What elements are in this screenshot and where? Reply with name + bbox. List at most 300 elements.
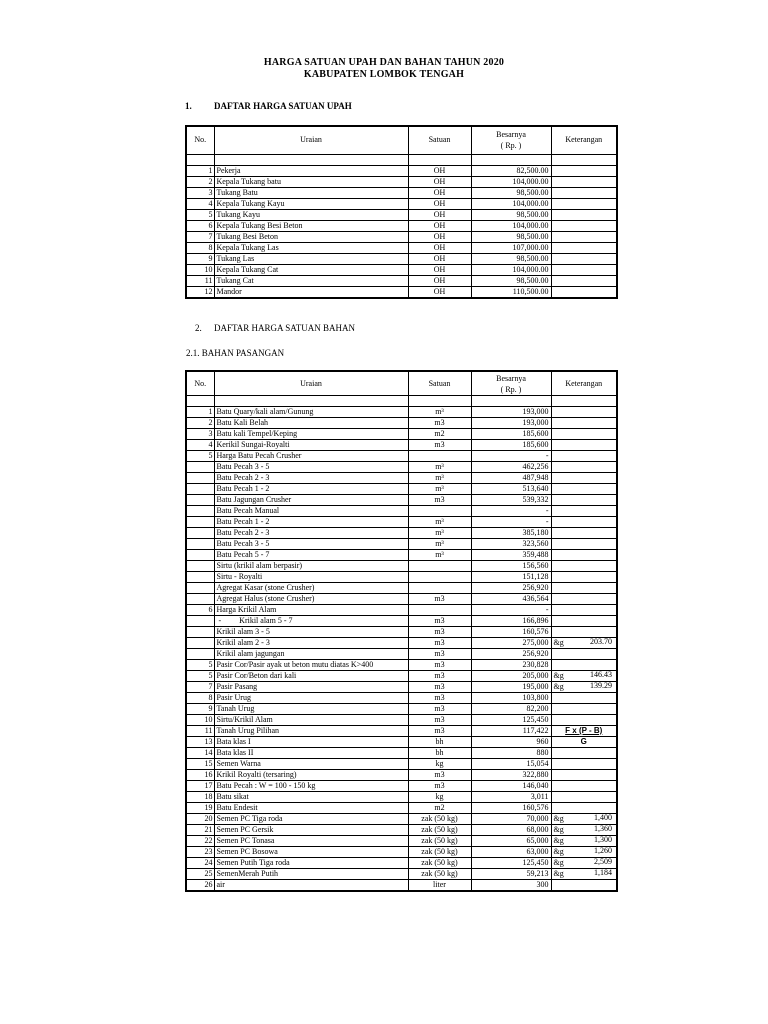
row-number xyxy=(186,550,214,561)
section-2-1-title: 2.1. BAHAN PASANGAN xyxy=(186,348,285,358)
table-row xyxy=(186,880,617,892)
row-uraian: Batu kali Tempel/Keping xyxy=(214,429,408,440)
row-number: 15 xyxy=(186,759,214,770)
row-harga: 487,948 xyxy=(471,473,551,484)
row-satuan xyxy=(408,396,471,407)
row-keterangan xyxy=(551,781,617,792)
table-row xyxy=(186,407,617,418)
row-satuan: zak (50 kg) xyxy=(408,814,471,825)
row-number: 5 xyxy=(186,660,214,671)
row-satuan: m3 xyxy=(408,638,471,649)
row-number: 5 xyxy=(186,209,214,220)
table-row xyxy=(186,847,617,858)
table-row xyxy=(186,242,617,253)
formula-denominator: G xyxy=(580,737,587,746)
row-keterangan xyxy=(551,561,617,572)
table-row xyxy=(186,627,617,638)
row-uraian: Semen PC Tiga roda xyxy=(214,814,408,825)
row-harga: - xyxy=(471,517,551,528)
row-number: 12 xyxy=(186,286,214,298)
header-no: No. xyxy=(186,371,214,396)
table-row xyxy=(186,825,617,836)
header-besarnya xyxy=(471,126,551,154)
row-harga: 15,054 xyxy=(471,759,551,770)
row-uraian: Semen PC Bosowa xyxy=(214,847,408,858)
table-row xyxy=(186,638,617,649)
row-harga: 104,000.00 xyxy=(471,198,551,209)
row-harga: - xyxy=(471,506,551,517)
row-number: 3 xyxy=(186,187,214,198)
row-number: 10 xyxy=(186,715,214,726)
row-harga: 70,000 xyxy=(471,814,551,825)
table-row xyxy=(186,275,617,286)
row-uraian: Batu Pecah 5 - 7 xyxy=(214,550,408,561)
row-harga: 323,560 xyxy=(471,539,551,550)
row-satuan: zak (50 kg) xyxy=(408,858,471,869)
row-keterangan xyxy=(551,253,617,264)
row-keterangan xyxy=(551,803,617,814)
row-harga: 125,450 xyxy=(471,715,551,726)
table-row xyxy=(186,165,617,176)
table-row xyxy=(186,550,617,561)
row-uraian: Semen Warna xyxy=(214,759,408,770)
table-row xyxy=(186,572,617,583)
row-keterangan xyxy=(551,242,617,253)
row-number: 14 xyxy=(186,748,214,759)
row-number xyxy=(186,649,214,660)
row-keterangan xyxy=(551,759,617,770)
row-harga: 160,576 xyxy=(471,627,551,638)
keterangan-value: 1,300 xyxy=(594,835,612,844)
row-keterangan xyxy=(551,451,617,462)
row-number: 24 xyxy=(186,858,214,869)
header-besarnya-label: Besarnya xyxy=(496,373,526,383)
table-row xyxy=(186,583,617,594)
header-besarnya-label: Besarnya xyxy=(496,130,526,140)
row-keterangan xyxy=(551,473,617,484)
row-number: 9 xyxy=(186,253,214,264)
row-number xyxy=(186,506,214,517)
row-uraian: Harga Krikil Alam xyxy=(214,605,408,616)
table-row xyxy=(186,737,617,748)
row-satuan xyxy=(408,583,471,594)
row-satuan: kg xyxy=(408,759,471,770)
keterangan-value: 1,360 xyxy=(594,824,612,833)
row-number: 11 xyxy=(186,726,214,737)
row-keterangan xyxy=(551,209,617,220)
row-harga: 59,213 xyxy=(471,869,551,880)
row-uraian: Batu Pecah 3 - 5 xyxy=(214,539,408,550)
row-uraian: Kepala Tukang Besi Beton xyxy=(214,220,408,231)
row-number: 2 xyxy=(186,176,214,187)
row-harga: 960 xyxy=(471,737,551,748)
row-uraian: Semen PC Gersik xyxy=(214,825,408,836)
row-uraian: SemenMerah Putih xyxy=(214,869,408,880)
row-harga: 68,000 xyxy=(471,825,551,836)
row-number: 23 xyxy=(186,847,214,858)
row-keterangan xyxy=(551,605,617,616)
row-number: 3 xyxy=(186,429,214,440)
table-row xyxy=(186,759,617,770)
row-harga: 104,000.00 xyxy=(471,264,551,275)
row-harga: 193,000 xyxy=(471,418,551,429)
row-number: 20 xyxy=(186,814,214,825)
table-row xyxy=(186,286,617,298)
table-row xyxy=(186,704,617,715)
row-keterangan xyxy=(551,198,617,209)
row-number xyxy=(186,616,214,627)
section-2-title: DAFTAR HARGA SATUAN BAHAN xyxy=(214,323,356,333)
row-number: 16 xyxy=(186,770,214,781)
row-uraian: Bata klas II xyxy=(214,748,408,759)
row-keterangan xyxy=(551,616,617,627)
row-satuan: m3 xyxy=(408,418,471,429)
row-harga: 3,011 xyxy=(471,792,551,803)
row-satuan: m3 xyxy=(408,704,471,715)
keterangan-unit: &g xyxy=(553,638,564,647)
row-uraian: Tukang Cat xyxy=(214,275,408,286)
row-satuan: OH xyxy=(408,209,471,220)
row-harga: 63,000 xyxy=(471,847,551,858)
row-number xyxy=(186,528,214,539)
row-uraian: Tanah Urug Pilihan xyxy=(214,726,408,737)
row-uraian: Tanah Urug xyxy=(214,704,408,715)
row-harga: 117,422 xyxy=(471,726,551,737)
row-keterangan xyxy=(551,682,617,693)
row-satuan: m3 xyxy=(408,770,471,781)
row-keterangan xyxy=(551,528,617,539)
row-number: 6 xyxy=(186,605,214,616)
table-row xyxy=(186,176,617,187)
row-harga: 185,600 xyxy=(471,440,551,451)
row-harga: 107,000.00 xyxy=(471,242,551,253)
table-row xyxy=(186,770,617,781)
row-harga: 385,180 xyxy=(471,528,551,539)
row-satuan: m3 xyxy=(408,726,471,737)
row-keterangan xyxy=(551,825,617,836)
table-row xyxy=(186,429,617,440)
row-keterangan xyxy=(551,836,617,847)
header-uraian: Uraian xyxy=(214,126,408,154)
row-uraian: Agregat Kasar (stone Crusher) xyxy=(214,583,408,594)
table-row xyxy=(186,528,617,539)
row-satuan: m3 xyxy=(408,649,471,660)
table-row xyxy=(186,484,617,495)
row-number: 4 xyxy=(186,198,214,209)
row-keterangan xyxy=(551,726,617,737)
row-number: 4 xyxy=(186,440,214,451)
row-number: 1 xyxy=(186,407,214,418)
row-uraian: Pekerja xyxy=(214,165,408,176)
row-harga: 256,920 xyxy=(471,649,551,660)
formula-numerator: F x (P - B) xyxy=(565,726,603,735)
row-keterangan xyxy=(551,506,617,517)
header-satuan: Satuan xyxy=(408,371,471,396)
row-harga: 98,500.00 xyxy=(471,209,551,220)
row-number: 21 xyxy=(186,825,214,836)
row-harga: 65,000 xyxy=(471,836,551,847)
row-harga: 98,500.00 xyxy=(471,187,551,198)
table-row xyxy=(186,649,617,660)
header-keterangan: Keterangan xyxy=(551,126,617,154)
row-satuan: OH xyxy=(408,198,471,209)
row-satuan: m3 xyxy=(408,660,471,671)
table-row xyxy=(186,616,617,627)
row-satuan xyxy=(408,572,471,583)
row-harga: 98,500.00 xyxy=(471,231,551,242)
header-uraian: Uraian xyxy=(214,371,408,396)
row-harga: 539,332 xyxy=(471,495,551,506)
header-besarnya-unit: ( Rp. ) xyxy=(500,141,522,151)
row-uraian: Batu Pecah 2 - 3 xyxy=(214,528,408,539)
row-satuan: OH xyxy=(408,242,471,253)
row-satuan: m3 xyxy=(408,594,471,605)
row-keterangan xyxy=(551,715,617,726)
row-harga xyxy=(471,396,551,407)
row-satuan: OH xyxy=(408,253,471,264)
row-uraian: Batu Pecah 2 - 3 xyxy=(214,473,408,484)
row-uraian: Krikil alam jagungan xyxy=(214,649,408,660)
row-keterangan xyxy=(551,814,617,825)
keterangan-unit: &g xyxy=(553,836,564,845)
row-harga: 256,920 xyxy=(471,583,551,594)
row-keterangan xyxy=(551,407,617,418)
section-1-number: 1. xyxy=(185,101,192,111)
row-uraian: Tukang Besi Beton xyxy=(214,231,408,242)
row-satuan: bh xyxy=(408,737,471,748)
table-row xyxy=(186,561,617,572)
row-uraian: Pasir Cor/Beton dari kali xyxy=(214,671,408,682)
row-satuan: m3 xyxy=(408,781,471,792)
row-harga: 359,488 xyxy=(471,550,551,561)
table-row xyxy=(186,814,617,825)
keterangan-unit: &g xyxy=(553,814,564,823)
row-keterangan xyxy=(551,418,617,429)
table-row xyxy=(186,682,617,693)
table-row xyxy=(186,418,617,429)
row-keterangan xyxy=(551,583,617,594)
row-harga: 98,500.00 xyxy=(471,275,551,286)
upah-table xyxy=(185,125,618,299)
row-keterangan xyxy=(551,671,617,682)
row-uraian: Batu Pecah 3 - 5 xyxy=(214,462,408,473)
row-harga: 193,000 xyxy=(471,407,551,418)
table-row xyxy=(186,726,617,737)
row-keterangan xyxy=(551,858,617,869)
row-number: 17 xyxy=(186,781,214,792)
row-keterangan xyxy=(551,176,617,187)
row-harga: 166,896 xyxy=(471,616,551,627)
row-harga: 185,600 xyxy=(471,429,551,440)
row-number xyxy=(186,561,214,572)
row-harga: 513,640 xyxy=(471,484,551,495)
row-satuan: m³ xyxy=(408,462,471,473)
row-number: 2 xyxy=(186,418,214,429)
row-harga: 300 xyxy=(471,880,551,892)
row-uraian: Tukang Las xyxy=(214,253,408,264)
row-satuan: zak (50 kg) xyxy=(408,825,471,836)
table-row xyxy=(186,209,617,220)
row-number xyxy=(186,484,214,495)
row-number: 11 xyxy=(186,275,214,286)
row-number: 9 xyxy=(186,704,214,715)
section-2-number: 2. xyxy=(195,323,202,333)
row-satuan xyxy=(408,451,471,462)
keterangan-value: 2,509 xyxy=(594,857,612,866)
row-uraian: Batu Pecah 1 - 2 xyxy=(214,517,408,528)
header-besarnya-unit: ( Rp. ) xyxy=(500,384,522,394)
row-satuan: OH xyxy=(408,286,471,298)
row-uraian: Harga Batu Pecah Crusher xyxy=(214,451,408,462)
table-row xyxy=(186,462,617,473)
table-row xyxy=(186,836,617,847)
keterangan-value: 139.29 xyxy=(590,681,612,690)
row-satuan: OH xyxy=(408,176,471,187)
row-satuan: m³ xyxy=(408,473,471,484)
row-harga: 880 xyxy=(471,748,551,759)
row-satuan: zak (50 kg) xyxy=(408,869,471,880)
row-number xyxy=(186,396,214,407)
row-keterangan xyxy=(551,220,617,231)
row-satuan: OH xyxy=(408,165,471,176)
row-keterangan xyxy=(551,704,617,715)
row-uraian: Kepala Tukang Las xyxy=(214,242,408,253)
row-keterangan xyxy=(551,847,617,858)
row-number: 25 xyxy=(186,869,214,880)
row-number: 7 xyxy=(186,231,214,242)
table-row xyxy=(186,594,617,605)
row-uraian: Batu Quary/kali alam/Gunung xyxy=(214,407,408,418)
row-uraian: Mandor xyxy=(214,286,408,298)
row-satuan: OH xyxy=(408,264,471,275)
row-satuan: m3 xyxy=(408,495,471,506)
row-number: 26 xyxy=(186,880,214,892)
row-satuan: m3 xyxy=(408,682,471,693)
row-harga: 146,040 xyxy=(471,781,551,792)
row-keterangan xyxy=(551,594,617,605)
table-row xyxy=(186,693,617,704)
keterangan-unit: &g xyxy=(553,869,564,878)
row-number: 18 xyxy=(186,792,214,803)
row-keterangan xyxy=(551,165,617,176)
row-uraian-dash: - xyxy=(218,616,222,625)
row-keterangan xyxy=(551,231,617,242)
row-satuan: liter xyxy=(408,880,471,892)
row-keterangan xyxy=(551,462,617,473)
row-uraian: Pasir Cor/Pasir ayak ut beton mutu diatas K>400 xyxy=(214,660,408,671)
table-row xyxy=(186,506,617,517)
row-harga: 103,800 xyxy=(471,693,551,704)
row-number xyxy=(186,638,214,649)
row-uraian: Semen Putih Tiga roda xyxy=(214,858,408,869)
bahan-table xyxy=(185,370,618,892)
row-keterangan xyxy=(551,264,617,275)
header-satuan: Satuan xyxy=(408,126,471,154)
row-uraian: Batu Endesit xyxy=(214,803,408,814)
row-harga: 322,880 xyxy=(471,770,551,781)
row-keterangan xyxy=(551,286,617,298)
row-keterangan xyxy=(551,660,617,671)
row-keterangan xyxy=(551,638,617,649)
section-1-title: DAFTAR HARGA SATUAN UPAH xyxy=(214,101,352,111)
table-row xyxy=(186,264,617,275)
row-satuan: m³ xyxy=(408,517,471,528)
row-number xyxy=(186,594,214,605)
table-row xyxy=(186,781,617,792)
table-row xyxy=(186,803,617,814)
keterangan-unit: &g xyxy=(553,671,564,680)
header-besarnya xyxy=(471,371,551,396)
row-harga: 82,500.00 xyxy=(471,165,551,176)
keterangan-value: 146.43 xyxy=(590,670,612,679)
header-no: No. xyxy=(186,126,214,154)
row-keterangan xyxy=(551,770,617,781)
row-harga: 82,200 xyxy=(471,704,551,715)
row-satuan: m3 xyxy=(408,671,471,682)
row-uraian: Batu Pecah 1 - 2 xyxy=(214,484,408,495)
row-keterangan xyxy=(551,539,617,550)
row-number: 7 xyxy=(186,682,214,693)
row-satuan: m³ xyxy=(408,528,471,539)
row-uraian: Kepala Tukang batu xyxy=(214,176,408,187)
row-satuan: m2 xyxy=(408,429,471,440)
keterangan-value: 1,184 xyxy=(594,868,612,877)
row-satuan: m3 xyxy=(408,693,471,704)
keterangan-unit: &g xyxy=(553,847,564,856)
keterangan-value: 203.70 xyxy=(590,637,612,646)
row-harga: 125,450 xyxy=(471,858,551,869)
row-number: 1 xyxy=(186,165,214,176)
row-satuan: m3 xyxy=(408,715,471,726)
table-row-spacer xyxy=(186,154,617,165)
row-satuan: m³ xyxy=(408,484,471,495)
row-keterangan xyxy=(551,517,617,528)
row-satuan xyxy=(408,605,471,616)
row-number xyxy=(186,627,214,638)
row-keterangan xyxy=(551,429,617,440)
table-row xyxy=(186,231,617,242)
table-row xyxy=(186,748,617,759)
row-number: 8 xyxy=(186,693,214,704)
table-row xyxy=(186,517,617,528)
row-harga: 104,000.00 xyxy=(471,176,551,187)
row-satuan: zak (50 kg) xyxy=(408,836,471,847)
table-row xyxy=(186,220,617,231)
row-uraian xyxy=(214,616,408,627)
row-keterangan xyxy=(551,869,617,880)
row-harga: 156,560 xyxy=(471,561,551,572)
row-uraian xyxy=(214,396,408,407)
row-number xyxy=(186,583,214,594)
row-satuan: bh xyxy=(408,748,471,759)
row-satuan: m³ xyxy=(408,550,471,561)
row-uraian: Pasir Urug xyxy=(214,693,408,704)
row-number: 22 xyxy=(186,836,214,847)
row-keterangan xyxy=(551,275,617,286)
row-uraian: Batu Pecah Manual xyxy=(214,506,408,517)
row-number: 10 xyxy=(186,264,214,275)
table-row xyxy=(186,869,617,880)
row-uraian: Pasir Pasang xyxy=(214,682,408,693)
row-uraian: Batu Pecah : W = 100 - 150 kg xyxy=(214,781,408,792)
row-satuan: m3 xyxy=(408,440,471,451)
row-uraian: air xyxy=(214,880,408,892)
row-harga: 160,576 xyxy=(471,803,551,814)
keterangan-value: 1,400 xyxy=(594,813,612,822)
row-keterangan xyxy=(551,737,617,748)
row-uraian: Agregat Halus (stone Crusher) xyxy=(214,594,408,605)
table-row xyxy=(186,187,617,198)
